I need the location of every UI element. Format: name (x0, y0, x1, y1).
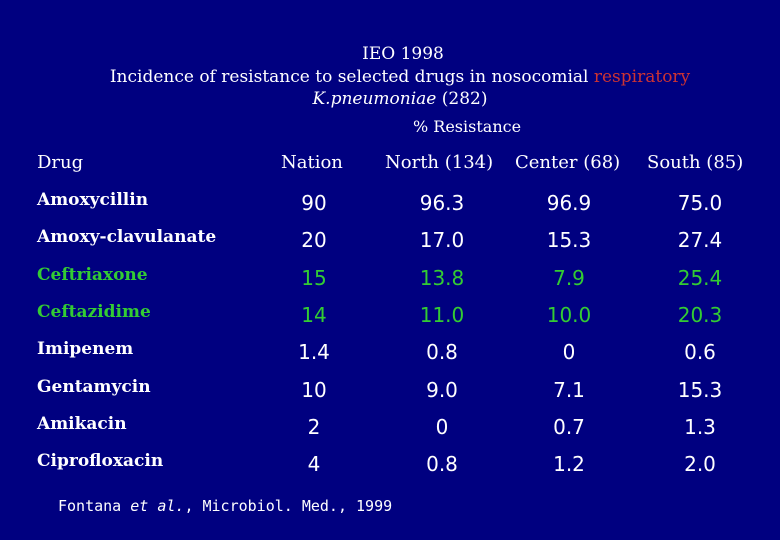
header-center: Center (68) (515, 152, 621, 173)
value-nation: 20 (301, 228, 327, 253)
drug-name: Amikacin (37, 413, 127, 434)
value-north: 0.8 (426, 340, 458, 365)
value-center: 10.0 (546, 302, 592, 327)
value-center: 0.7 (553, 414, 585, 439)
drug-name: Ceftazidime (37, 301, 151, 322)
title-line-2 (0, 67, 780, 87)
resistance-subheading: % Resistance (413, 117, 522, 136)
value-south: 0.6 (684, 340, 716, 365)
value-north: 0.8 (426, 452, 458, 477)
header-drug: Drug (37, 152, 84, 173)
citation-authors: Fontana (58, 497, 131, 515)
value-north: 13.8 (419, 265, 465, 290)
value-north: 11.0 (419, 302, 465, 327)
value-center: 0 (562, 340, 576, 365)
citation-journal: , Microbiol. Med., 1999 (184, 497, 393, 515)
value-nation: 2 (307, 414, 321, 439)
value-center: 1.2 (553, 452, 585, 477)
value-south: 20.3 (677, 302, 723, 327)
value-north: 17.0 (419, 228, 465, 253)
header-south: South (85) (647, 152, 744, 173)
title-line-3 (0, 89, 780, 109)
value-nation: 1.4 (298, 340, 330, 365)
value-north: 96.3 (419, 191, 465, 215)
value-center: 7.9 (553, 265, 585, 290)
value-nation: 4 (307, 452, 321, 477)
drug-name: Imipenem (37, 339, 134, 360)
drug-name: Ceftriaxone (37, 264, 148, 285)
header-north: North (134) (385, 152, 494, 173)
value-south: 75.0 (677, 191, 723, 215)
value-nation: 15 (301, 265, 327, 290)
value-south: 1.3 (684, 414, 716, 439)
title-highlight-respiratory: respiratory (593, 67, 691, 87)
title-organism: K.pneumoniae (312, 89, 437, 109)
drug-name: Gentamycin (37, 376, 151, 397)
drug-name: Amoxy-clavulanate (37, 227, 217, 248)
value-center: 7.1 (553, 377, 585, 402)
drug-name: Ciprofloxacin (37, 451, 164, 472)
value-nation: 90 (301, 191, 327, 215)
value-north: 0 (435, 414, 449, 439)
header-nation: Nation (281, 152, 343, 173)
value-south: 25.4 (677, 265, 723, 290)
value-north: 9.0 (426, 377, 458, 402)
citation (58, 497, 392, 515)
citation-etal: et al. (130, 497, 185, 515)
value-center: 15.3 (546, 228, 592, 253)
value-nation: 10 (301, 377, 327, 402)
value-south: 27.4 (677, 228, 723, 253)
value-south: 2.0 (684, 452, 716, 477)
title-count: (282) (436, 89, 488, 109)
value-south: 15.3 (677, 377, 723, 402)
title-year: IEO 1998 (362, 44, 444, 64)
title-line-1 (3, 44, 780, 64)
value-nation: 14 (301, 302, 327, 327)
value-center: 96.9 (546, 191, 592, 215)
drug-name: Amoxycillin (37, 190, 149, 210)
title-prefix: Incidence of resistance to selected drugs in nosocomial (109, 67, 594, 87)
